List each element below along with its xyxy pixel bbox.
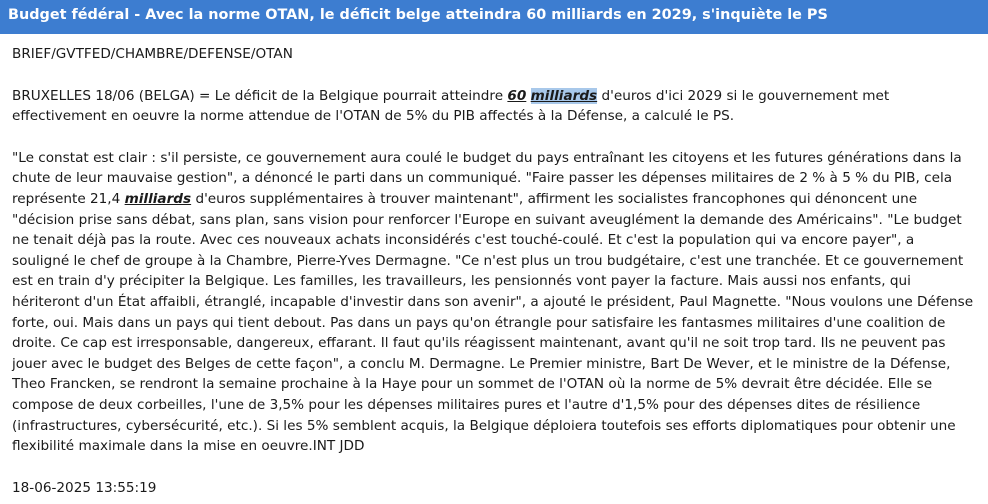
lead-text-after: d'euros d'ici 2029 si le gouvernement met effectivement en oeuvre la norme attendue de l'OTAN de 5% du PIB affectés à la Défense, a calculé le PS. xyxy=(12,87,890,125)
article-content xyxy=(12,44,974,498)
body-text-after: d'euros supplémentaires à trouver maintenant", affirment les socialistes francophones qui dénoncent une "décision prise sans débat, sans plan, sans vision pour renforcer l'Europe en suivant aveuglément la demande des Américains". "Le budget ne tenait déjà pas la route. Avec ces nouveaux achats inconsidérés c'est touché-coulé. Et c'est la population qui va encore payer", a souligné le chef de groupe à la Chambre, Pierre-Yves Dermagne. "Ce n'est plus un trou budgétaire, c'est une tranchée. Et ce gouvernement est en train d'y précipiter la Belgique. Les familles, les travailleurs, les pensionnés vont payer la facture. Mais aussi nos enfants, qui hériteront d'un État affaibli, étranglé, incapable d'investir dans son avenir", a ajouté le président, Paul Magnette. "Nous voulons une Défense forte, oui. Mais dans un pays qui tient debout. Pas dans un pays qu'on étrangle pour satisfaire les fantasmes militaires d'une coalition de droite. Ce cap est irresponsable, dangereux, effarant. Il faut qu'ils réagissent maintenant, avant qu'il ne soit trop tard. Ils ne peuvent pas jouer avec le budget des Belges de cette façon", a conclu M. Dermagne. Le Premier ministre, Bart De Wever, et le ministre de la Défense, Theo Francken, se rendront la semaine prochaine à la Haye pour un sommet de l'OTAN où la norme de 5% devrait être décidée. Elle se compose de deux corbeilles, l'une de 3,5% pour les dépenses militaires pures et l'autre d'1,5% pour des dépenses dites de résilience (infrastructures, cybersécurité, etc.). Si les 5% semblent acquis, la Belgique déploiera toutefois ses efforts diplomatiques pour obtenir une flexibilité maximale dans la mise en oeuvre.INT JDD xyxy=(12,190,974,455)
body-text-before: "Le constat est clair : s'il persiste, ce gouvernement aura coulé le budget du pays entraînant les citoyens et les futures générations dans la chute de leur mauvaise gestion", a dénoncé le parti dans un communiqué. "Faire passer les dépenses militaires de 2 % à 5 % du PIB, cela représente 21,4 xyxy=(12,149,962,207)
article-title-bar xyxy=(0,0,988,34)
article-slug: BRIEF/GVTFED/CHAMBRE/DEFENSE/OTAN xyxy=(12,46,293,62)
article-title: Budget fédéral - Avec la norme OTAN, le déficit belge atteindra 60 milliards en 2029, s'inquiète le PS xyxy=(8,7,828,23)
lead-text-before: BRUXELLES 18/06 (BELGA) = Le déficit de la Belgique pourrait atteindre xyxy=(12,87,508,104)
article-lead xyxy=(12,86,974,127)
highlight-number: 60 xyxy=(507,87,527,104)
highlight-word-selected: milliards xyxy=(530,87,598,104)
article-body xyxy=(12,148,974,457)
lead-space xyxy=(526,88,530,104)
highlight-word: milliards xyxy=(124,190,192,207)
article-timestamp: 18-06-2025 13:55:19 xyxy=(12,479,157,496)
